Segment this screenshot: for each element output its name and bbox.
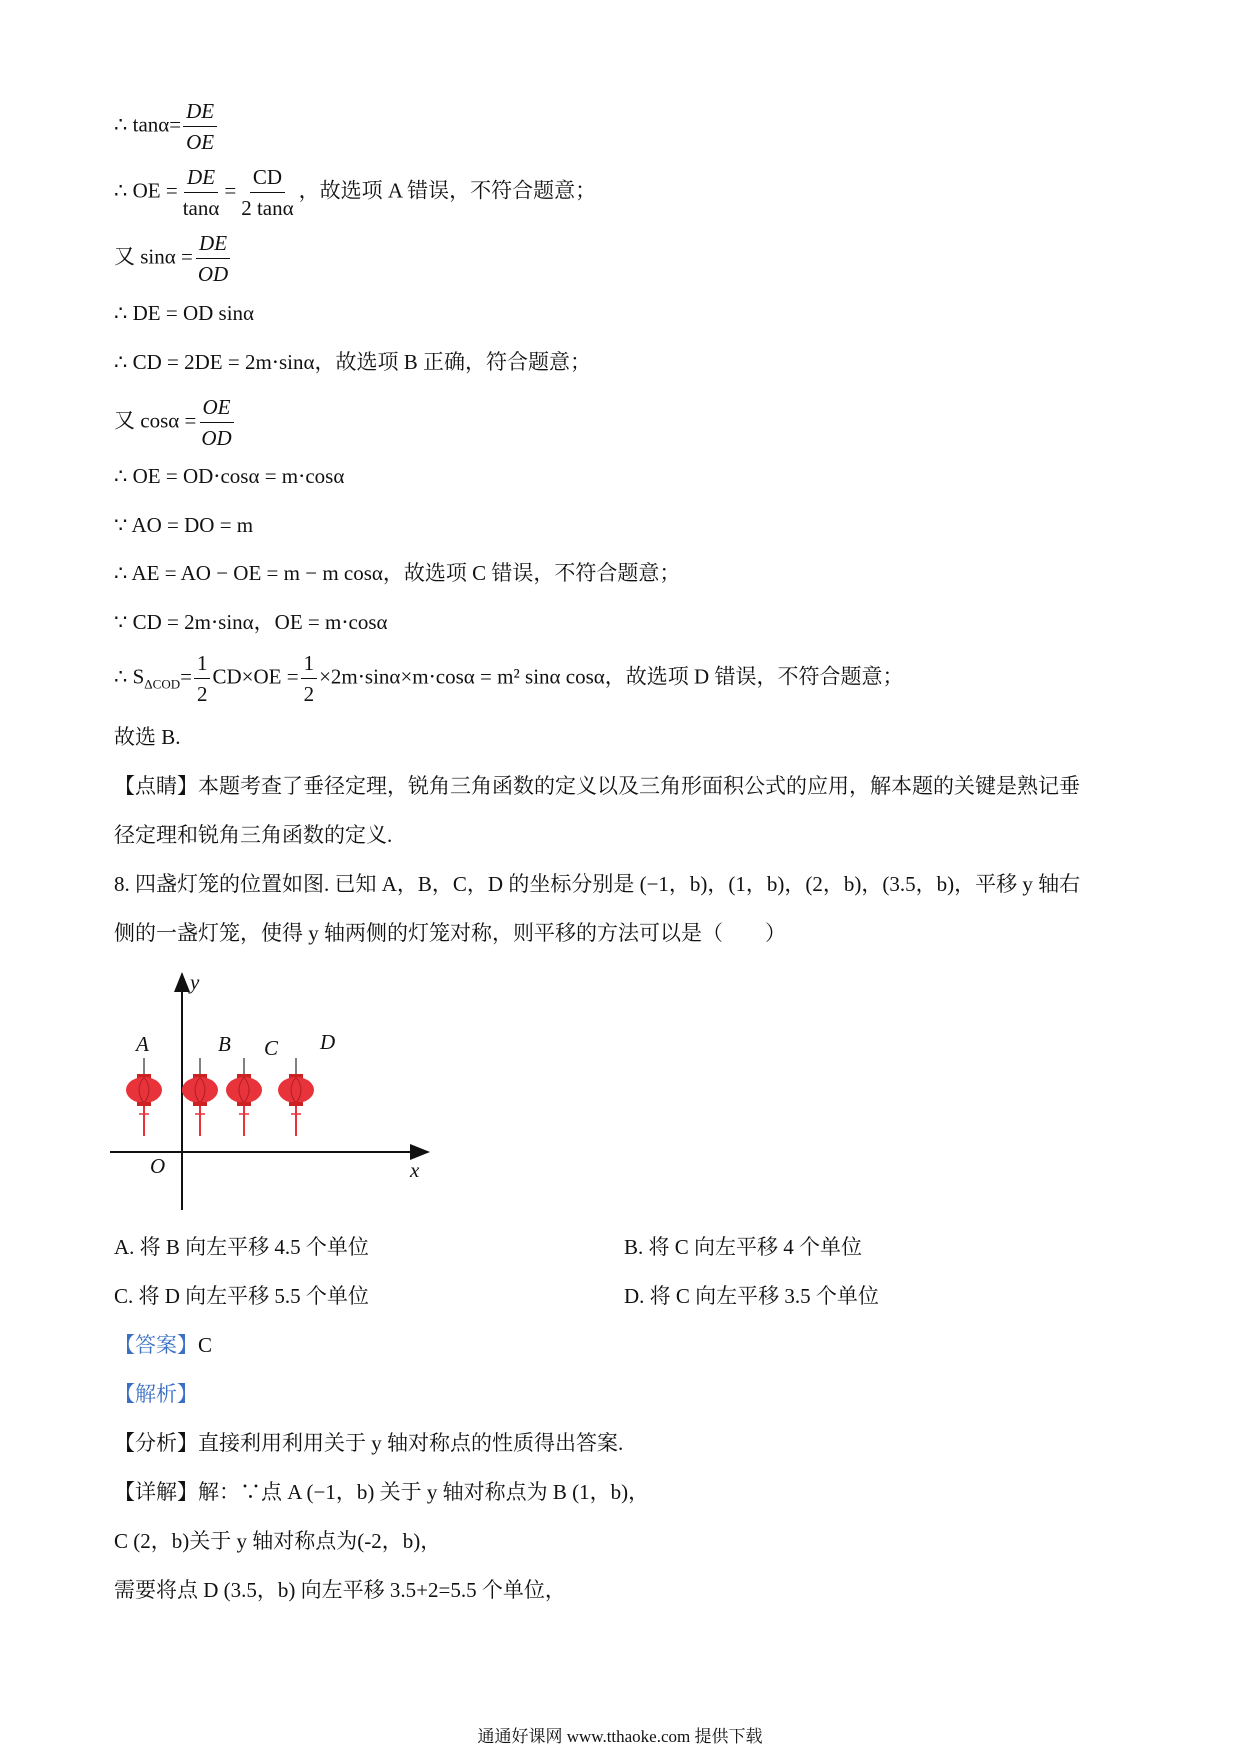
detail-line-2: C (2，b)关于 y 轴对称点为(-2，b)， [114,1529,442,1553]
lantern-figure [110,970,440,1215]
conclusion: 故选 B. [114,725,181,749]
eq-text: = [180,664,192,689]
eq-de: ∴ DE = OD sinα [114,301,255,325]
origin-label: O [150,1154,166,1178]
page-footer: 通通好课网 www.tthaoke.com 提供下载 [477,1727,763,1746]
x-axis-label: x [410,1158,420,1182]
eq-oe-cos: ∴ OE = OD⋅cosα = m⋅cosα [114,464,345,488]
eq-oe [114,162,596,223]
numerator: CD [250,162,285,193]
lantern-label-d: D [320,1030,336,1054]
fraction [194,648,211,709]
numerator: DE [186,99,215,123]
subscript: ΔCOD [144,676,181,692]
detail-line-1: 【详解】解：∵点 A (−1，b) 关于 y 轴对称点为 B (1，b)， [114,1480,650,1504]
analysis-line: 【分析】直接利用利用关于 y 轴对称点的性质得出答案. [114,1431,624,1455]
eq-text: ∴ S [114,664,145,689]
eq-sin-alpha [114,228,233,289]
fraction [301,648,318,709]
numerator: OE [202,395,231,419]
fraction [238,162,296,223]
eq-tan-alpha [114,96,219,157]
question-8-line-2: 侧的一盏灯笼，使得 y 轴两侧的灯笼对称，则平移的方法可以是（ ） [114,921,786,945]
denominator: 2 [196,682,208,706]
question-8-line-1: 8. 四盏灯笼的位置如图. 已知 A，B，C，D 的坐标分别是 (−1，b)，(1，b)，(2，b)，(3.5，b)，平移 y 轴右 [114,872,1081,896]
numerator: 1 [301,648,318,679]
answer-tag: 【答案】 [114,1333,198,1357]
comment-line-2: 径定理和锐角三角函数的定义. [114,823,393,847]
y-axis-label: y [190,970,200,994]
comment-line-1: 【点睛】本题考查了垂径定理，锐角三角函数的定义以及三角形面积公式的应用，解本题的关键是熟记垂 [114,774,1080,798]
eq-text: 又 cosα = [114,408,197,433]
option-d: D. 将 C 向左平移 3.5 个单位 [624,1284,879,1308]
eq-cd: ∴ CD = 2DE = 2m⋅sinα，故选项 B 正确，符合题意； [114,350,592,374]
eq-text: ×2m⋅sinα×m⋅cosα = m² sinα cosα，故选项 D 错误，不符合题意； [319,664,904,689]
eq-area [114,648,903,709]
fraction [180,162,223,223]
denominator: tanα [182,196,220,220]
lantern-c-icon [224,1058,264,1138]
option-a: A. 将 B 向左平移 4.5 个单位 [114,1235,369,1259]
lantern-label-c: C [264,1036,279,1060]
eq-cd-oe: ∵ CD = 2m⋅sinα，OE = m⋅cosα [114,610,388,634]
eq-text: ∴ tanα= [114,112,182,137]
denominator: OD [197,262,229,286]
denominator: OE [186,130,215,154]
eq-text: CD×OE = [212,664,299,689]
lantern-d-icon [276,1058,316,1138]
denominator: OD [201,426,232,450]
eq-text: = [224,178,237,203]
fraction [198,392,234,453]
option-c: C. 将 D 向左平移 5.5 个单位 [114,1284,369,1308]
eq-ae: ∴ AE = AO − OE = m − m cosα，故选项 C 错误，不符合题意； [114,561,681,585]
analysis-tag: 【解析】 [114,1382,198,1406]
fraction [183,96,217,157]
denominator: 2 [303,682,315,706]
numerator: DE [187,165,216,189]
option-b: B. 将 C 向左平移 4 个单位 [624,1235,863,1259]
eq-text: ，故选项 A 错误，不符合题意； [298,178,597,203]
lantern-label-a: A [136,1032,149,1056]
answer-line [114,1330,212,1360]
lantern-label-b: B [218,1032,231,1056]
eq-text: 又 sinα = [114,244,193,269]
eq-ao-do: ∵ AO = DO = m [114,513,254,537]
eq-cos-alpha [114,392,237,453]
lantern-b-icon [180,1058,220,1138]
numerator: DE [199,231,228,255]
eq-text: ∴ OE = [114,178,178,203]
detail-line-3: 需要将点 D (3.5，b) 向左平移 3.5+2=5.5 个单位， [114,1578,566,1602]
numerator: 1 [194,648,211,679]
answer-value: C [198,1333,213,1357]
denominator: 2 tanα [241,196,294,220]
fraction [195,228,231,289]
lantern-a-icon [124,1058,164,1138]
